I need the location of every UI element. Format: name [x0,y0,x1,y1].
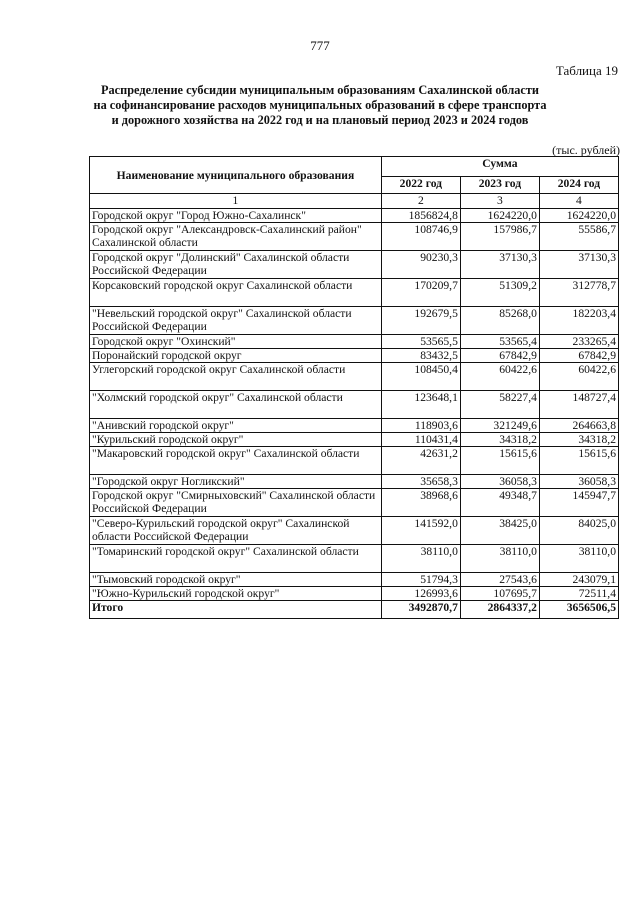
value-2022: 108746,9 [381,223,460,251]
column-index-row [90,194,619,209]
value-2022: 38968,6 [381,489,460,517]
value-2024: 312778,7 [539,279,618,307]
value-2022: 126993,6 [381,587,460,601]
table-row [90,279,619,307]
value-2023: 27543,6 [460,573,539,587]
value-2022: 118903,6 [381,419,460,433]
total-2024: 3656506,5 [539,601,618,619]
municipality-name: Городской округ "Долинский" Сахалинской области Российской Федерации [90,251,382,279]
value-2024: 67842,9 [539,349,618,363]
value-2023: 36058,3 [460,475,539,489]
column-index: 3 [460,194,539,209]
value-2024: 233265,4 [539,335,618,349]
value-2023: 58227,4 [460,391,539,419]
value-2023: 49348,7 [460,489,539,517]
value-2022: 53565,5 [381,335,460,349]
value-2022: 108450,4 [381,363,460,391]
value-2022: 170209,7 [381,279,460,307]
title-line: на софинансирование расходов муниципальных образований в сфере транспорта [93,98,547,112]
municipality-name: Городской округ "Охинский" [90,335,382,349]
value-2022: 141592,0 [381,517,460,545]
value-2022: 192679,5 [381,307,460,335]
header-year-2023: 2023 год [460,176,539,193]
value-2024: 55586,7 [539,223,618,251]
municipality-name: Городской округ "Смирныховский" Сахалинской области Российской Федерации [90,489,382,517]
value-2023: 60422,6 [460,363,539,391]
municipality-name: "Городской округ Ногликский" [90,475,382,489]
table-row [90,307,619,335]
value-2024: 15615,6 [539,447,618,475]
value-2022: 110431,4 [381,433,460,447]
value-2024: 38110,0 [539,545,618,573]
table-row [90,251,619,279]
value-2023: 38110,0 [460,545,539,573]
table-row [90,475,619,489]
table-row [90,573,619,587]
subsidy-table [89,156,619,619]
column-index: 4 [539,194,618,209]
municipality-name: "Холмский городской округ" Сахалинской области [90,391,382,419]
value-2023: 51309,2 [460,279,539,307]
total-2022: 3492870,7 [381,601,460,619]
value-2023: 321249,6 [460,419,539,433]
value-2023: 34318,2 [460,433,539,447]
municipality-name: "Невельский городской округ" Сахалинской области Российской Федерации [90,307,382,335]
column-index: 1 [90,194,382,209]
value-2024: 264663,8 [539,419,618,433]
value-2022: 1856824,8 [381,209,460,223]
value-2024: 243079,1 [539,573,618,587]
municipality-name: "Томаринский городской округ" Сахалинской области [90,545,382,573]
total-label: Итого [90,601,382,619]
value-2024: 1624220,0 [539,209,618,223]
value-2023: 85268,0 [460,307,539,335]
value-2022: 90230,3 [381,251,460,279]
municipality-name: Городской округ "Город Южно-Сахалинск" [90,209,382,223]
value-2022: 42631,2 [381,447,460,475]
table-row [90,517,619,545]
table-row [90,223,619,251]
value-2023: 107695,7 [460,587,539,601]
value-2023: 38425,0 [460,517,539,545]
value-2024: 36058,3 [539,475,618,489]
value-2022: 123648,1 [381,391,460,419]
value-2024: 145947,7 [539,489,618,517]
table-row [90,349,619,363]
table-row [90,447,619,475]
value-2024: 72511,4 [539,587,618,601]
municipality-name: Корсаковский городской округ Сахалинской области [90,279,382,307]
title-line: и дорожного хозяйства на 2022 год и на плановый период 2023 и 2024 годов [111,113,529,127]
header-sum: Сумма [381,157,618,177]
value-2022: 38110,0 [381,545,460,573]
page-number: 777 [310,38,330,53]
value-2023: 15615,6 [460,447,539,475]
municipality-name: "Тымовский городской округ" [90,573,382,587]
value-2023: 53565,4 [460,335,539,349]
municipality-name: "Курильский городской округ" [90,433,382,447]
table-row [90,433,619,447]
value-2023: 1624220,0 [460,209,539,223]
municipality-name: Углегорский городской округ Сахалинской области [90,363,382,391]
table-row [90,587,619,601]
units-note: (тыс. рублей) [552,143,620,157]
municipality-name: "Северо-Курильский городской округ" Сахалинской области Российской Федерации [90,517,382,545]
table-label: Таблица 19 [555,63,618,78]
header-name: Наименование муниципального образования [90,157,382,194]
header-year-2024: 2024 год [539,176,618,193]
document-title [40,83,600,128]
municipality-name: "Анивский городской округ" [90,419,382,433]
value-2024: 34318,2 [539,433,618,447]
value-2023: 67842,9 [460,349,539,363]
municipality-name: "Макаровский городской округ" Сахалинской области [90,447,382,475]
table-row [90,545,619,573]
table-row [90,391,619,419]
table-row [90,419,619,433]
header-year-2022: 2022 год [381,176,460,193]
value-2024: 37130,3 [539,251,618,279]
value-2024: 60422,6 [539,363,618,391]
value-2024: 148727,4 [539,391,618,419]
value-2022: 35658,3 [381,475,460,489]
value-2022: 51794,3 [381,573,460,587]
value-2023: 37130,3 [460,251,539,279]
table-row [90,209,619,223]
value-2024: 182203,4 [539,307,618,335]
column-index: 2 [381,194,460,209]
value-2024: 84025,0 [539,517,618,545]
total-2023: 2864337,2 [460,601,539,619]
municipality-name: "Южно-Курильский городской округ" [90,587,382,601]
title-line: Распределение субсидии муниципальным образованиям Сахалинской области [101,83,539,97]
municipality-name: Поронайский городской округ [90,349,382,363]
municipality-name: Городской округ "Александровск-Сахалинский район" Сахалинской области [90,223,382,251]
value-2023: 157986,7 [460,223,539,251]
value-2022: 83432,5 [381,349,460,363]
table-row [90,335,619,349]
table-row [90,363,619,391]
total-row [90,601,619,619]
table-row [90,489,619,517]
